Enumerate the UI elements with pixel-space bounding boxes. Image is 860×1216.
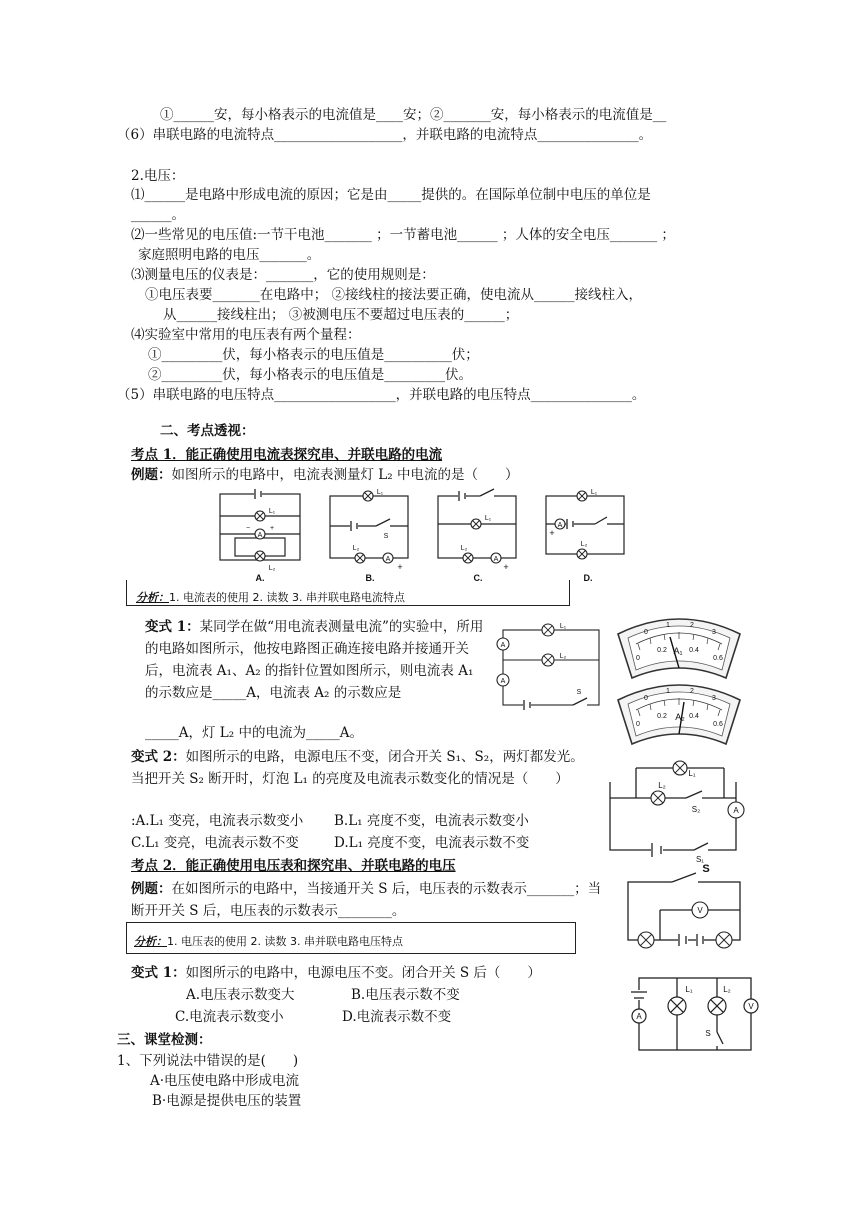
question1-option-a: A·电压使电路中形成电流 [150,1073,300,1089]
dial2-tick-top-0: 0 [644,695,648,702]
voltage-q2a: ⑵一些常见的电压值:一节干电池_______ ；一节蓄电池______ ；人体的安全电压_______ ； [131,227,675,243]
variant3-option-b: B.电压表示数不变 [351,987,460,1003]
variant3-option-a: A.电压表示数变大 [186,987,295,1003]
question1: 1、下列说法中错误的是( ) [117,1053,299,1069]
variant1-body: 某同学在做“用电流表测量电流”的实验中，所用的电路如图所示，他按电路图正确连接电路并接通开关后，电流表 A₁、A₂ 的指针位置如图所示，则电流表 A₁ 的示数应是_____A，电流表 A₂ 的示数应是 [145,619,484,701]
dial1-tick-bottom-1: 0.2 [657,647,667,654]
dial1-tick-top-0: 0 [644,629,648,636]
variant2-label: 变式 2： [131,749,186,765]
voltage-heading: 2.电压： [131,168,185,184]
meter-a-label: A [733,806,739,815]
minus-sign: − [245,525,251,532]
example2-text [131,878,611,922]
voltage-q3: ⑶测量电压的仪表是：_______，它的使用规则是： [131,267,435,283]
variant2-circuit [606,750,746,864]
variant1-circuit [493,622,603,712]
voltage-q5: （5）串联电路的电压特点__________________，并联电路的电压特点_______________。 [117,387,646,403]
choice-d-label: D. [583,573,593,583]
switch-s-label: S [702,863,710,875]
variant3-option-c: C.电流表示数变小 [175,1009,284,1025]
lamp-l2-label: L₂ [559,653,567,660]
voltage-q3a: ①电压表要_______在电路中； ②接线柱的接法要正确，使电流从______接线柱入， [145,287,643,303]
analysis-2 [134,933,403,949]
voltage-q1b: ______。 [131,207,185,223]
switch-s-label: S [576,689,582,696]
meter-v-label: V [697,906,703,915]
section3-heading: 三、课堂检测： [117,1032,212,1048]
dial2-tick-bottom-1: 0.2 [657,713,667,720]
meter-v-label: V [748,1002,754,1011]
dial2-tick-top-2: 2 [690,688,694,695]
lamp-l2-label: L₂ [658,781,666,790]
lamp-l1-label: L₁ [268,508,276,515]
voltage-q4b: ②_________伏，每小格表示的电压值是_________伏。 [148,367,472,383]
meter-a-label: A [493,556,499,563]
lamp-l1-label: L₁ [484,515,492,522]
dial2-tick-bottom-2: 0.4 [689,713,699,720]
lamp-l1-label: L₁ [685,985,693,994]
variant2-option-b: B.L₁ 亮度不变，电流表示数变小 [334,813,529,829]
dial2-tick-top-3: 3 [712,695,716,702]
variant2-option-c: C.L₁ 变亮，电流表示数不变 [131,835,299,851]
voltage-q3b: 从______接线柱出； ③被测电压不要超过电压表的______； [163,307,519,323]
analysis-1-label: 分析： [136,591,169,604]
plus-sign: + [397,562,403,572]
variant1-text [145,616,485,704]
lamp-l2-label: L₂ [268,565,276,572]
dial1-tick-bottom-2: 0.4 [689,647,699,654]
meter-a-label: A [257,532,263,539]
meter-a1-label: A [500,642,506,649]
analysis-1 [136,589,405,605]
variant3-label: 变式 1： [131,965,186,981]
keypoint1-heading: 考点 1．能正确使用电流表探究串、并联电路的电流 [131,447,443,463]
ammeter-dial-a2 [614,676,744,748]
meter-a-label: A [385,556,391,563]
example2-label: 例题： [131,881,172,897]
dial1-tick-top-2: 2 [690,622,694,629]
variant3-option-d: D.电流表示数不变 [342,1009,452,1025]
voltage-q2b: 家庭照明电路的电压_______。 [138,247,321,263]
variant3-text: 如图所示的电路中，电源电压不变。闭合开关 S 后（ ） [185,965,541,981]
choice-b-label: B. [365,573,375,583]
variant2-option-d: D.L₁ 亮度不变，电流表示数不变 [334,835,530,851]
voltage-q4a: ①_________伏，每小格表示的电压值是__________伏； [148,347,479,363]
analysis-2-text: 1. 电压表的使用 2. 读数 3. 串并联电路电压特点 [167,935,403,948]
lamp-l1-label: L₁ [688,769,696,778]
switch-s-label: S [383,533,389,540]
variant1-tail: _____A，灯 L₂ 中的电流为_____A。 [145,725,363,741]
plus-sign: + [503,562,509,572]
dial1-tick-bottom-0: 0 [636,655,640,662]
variant2-text [131,746,593,790]
plus-sign: + [549,528,555,538]
meter-a2-label: A [500,678,506,685]
voltage-q4: ⑷实验室中常用的电压表有两个量程： [131,327,361,343]
section2-heading: 二、考点透视： [160,423,255,439]
variant3-line [131,964,541,982]
example2-body: 在如图所示的电路中，当接通开关 S 后，电压表的示数表示_______；当断开开关 S 后，电压表的示数表示________。 [131,881,602,919]
dial2-tick-bottom-0: 0 [636,721,640,728]
lamp-l1-label: L₁ [559,623,567,630]
variant2-option-a: :A.L₁ 变亮，电流表示数变小 [131,813,304,829]
keypoint2-heading: 考点 2．能正确使用电压表和探究串、并联电路的电压 [131,858,456,874]
example1-text: 如图所示的电路中，电流表测量灯 L₂ 中电流的是（ ） [171,467,519,483]
switch-s2-label: S₂ [691,805,701,814]
switch-s-label: S [705,1029,711,1038]
ammeter-dial-a1 [614,610,744,682]
switch-s1-label: S₁ [695,855,705,864]
variant2-body: 如图所示的电路，电源电压不变，闭合开关 S₁、S₂，两灯都发光。当把开关 S₂ 断开时，灯泡 L₁ 的亮度及电流表示数变化的情况是（ ） [131,749,584,787]
dial1-tick-top-3: 3 [712,629,716,636]
choice-c-label: C. [473,573,483,583]
meter-a-label: A [636,1012,642,1021]
choice-circuits [210,488,630,583]
dial1-tick-top-1: 1 [666,622,670,629]
dial1-tick-bottom-3: 0.6 [713,655,723,662]
lamp-l1-label: L₁ [376,489,384,496]
lamp-l2-label: L₂ [723,985,731,994]
plus-sign: + [269,525,275,532]
dial2-name: A₂ [675,712,685,722]
analysis-1-text: 1. 电流表的使用 2. 读数 3. 串并联电路电流特点 [169,591,405,604]
voltage-q1a: ⑴______是电路中形成电流的原因；它是由_____提供的。在国际单位制中电压的单位是 [131,187,651,203]
example2-circuit [624,860,749,945]
lamp-l2-label: L₂ [460,545,468,552]
dial2-tick-bottom-3: 0.6 [713,721,723,728]
analysis-2-label: 分析： [134,935,167,948]
variant3-circuit [625,970,760,1055]
meter-a-label: A [557,522,563,529]
variant1-label: 变式 1： [145,619,200,635]
lamp-l2-label: L₂ [352,545,360,552]
dial1-name: A₁ [673,646,683,656]
current-range-line: ①______安，每小格表示的电流值是____安；②_______安，每小格表示的电流值是__ [160,107,667,123]
example1-line [131,466,518,484]
current-feature-line: （6）串联电路的电流特点___________________，并联电路的电流特点_______________。 [117,127,653,143]
example1-label: 例题： [131,467,172,483]
lamp-l2-label: L₂ [580,541,588,548]
dial2-tick-top-1: 1 [666,688,670,695]
lamp-l1-label: L₁ [590,489,598,496]
choice-a-label: A. [255,573,265,583]
question1-option-b: B·电源是提供电压的装置 [152,1093,302,1109]
